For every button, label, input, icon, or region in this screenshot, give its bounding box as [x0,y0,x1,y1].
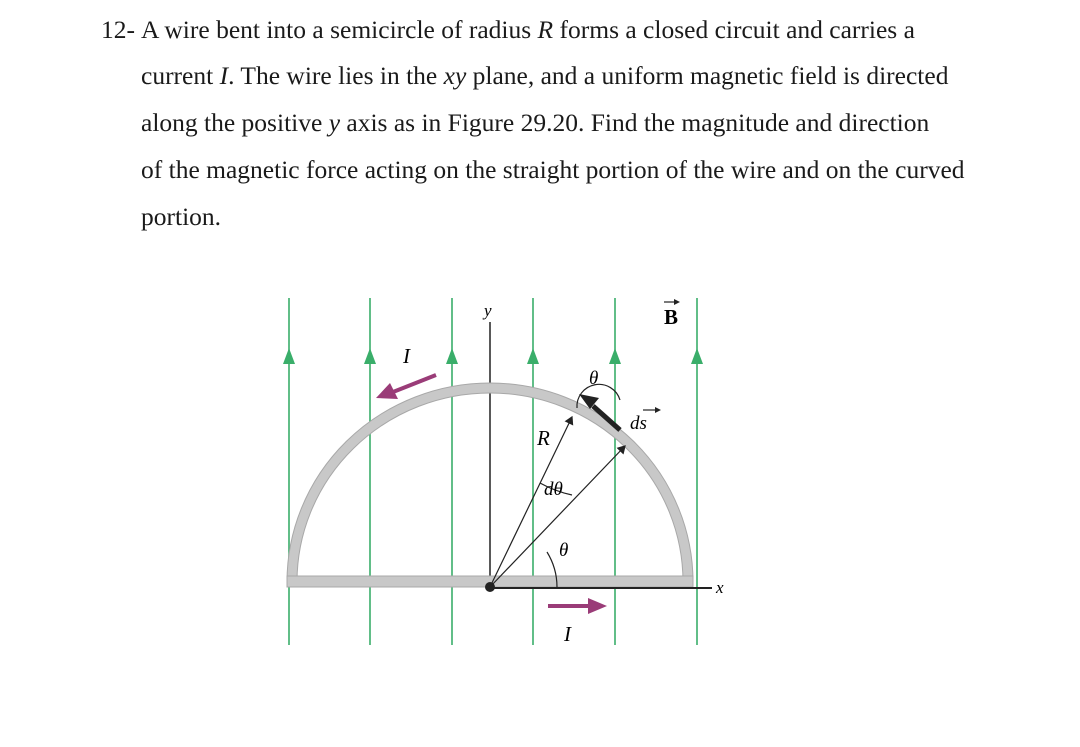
label-dtheta: dθ [544,479,563,500]
label-b-field: B [664,305,679,329]
problem-line-2: current I. The wire lies in the xy plane, and a uniform magnetic field is directed [141,61,949,90]
field-lines [283,298,703,645]
radius-line-2 [490,446,625,587]
label-theta-top: θ [589,368,599,389]
field-arrowhead [609,348,621,364]
field-arrowhead [283,348,295,364]
label-theta-bottom: θ [559,540,569,561]
label-ds: ds [630,413,647,434]
problem-line-4: of the magnetic force acting on the straight portion of the wire and on the curved [141,155,965,184]
radius-line [490,417,572,587]
field-arrowhead [691,348,703,364]
current-arrow-bottom [548,598,607,614]
label-radius: R [537,426,550,450]
problem-line-3: along the positive y axis as in Figure 29.20. Find the magnitude and direction [141,108,930,137]
problem-number: 12- [101,15,135,44]
label-y: y [484,301,492,320]
label-current-top: I [403,344,410,368]
field-arrowhead [364,348,376,364]
field-arrowhead [527,348,539,364]
label-current-bottom: I [564,622,571,646]
label-x: x [716,578,724,597]
problem-line-1: 12- A wire bent into a semicircle of radius R forms a closed circuit and carries a [101,15,915,44]
problem-line-5: portion. [141,202,222,231]
field-arrowhead [446,348,458,364]
